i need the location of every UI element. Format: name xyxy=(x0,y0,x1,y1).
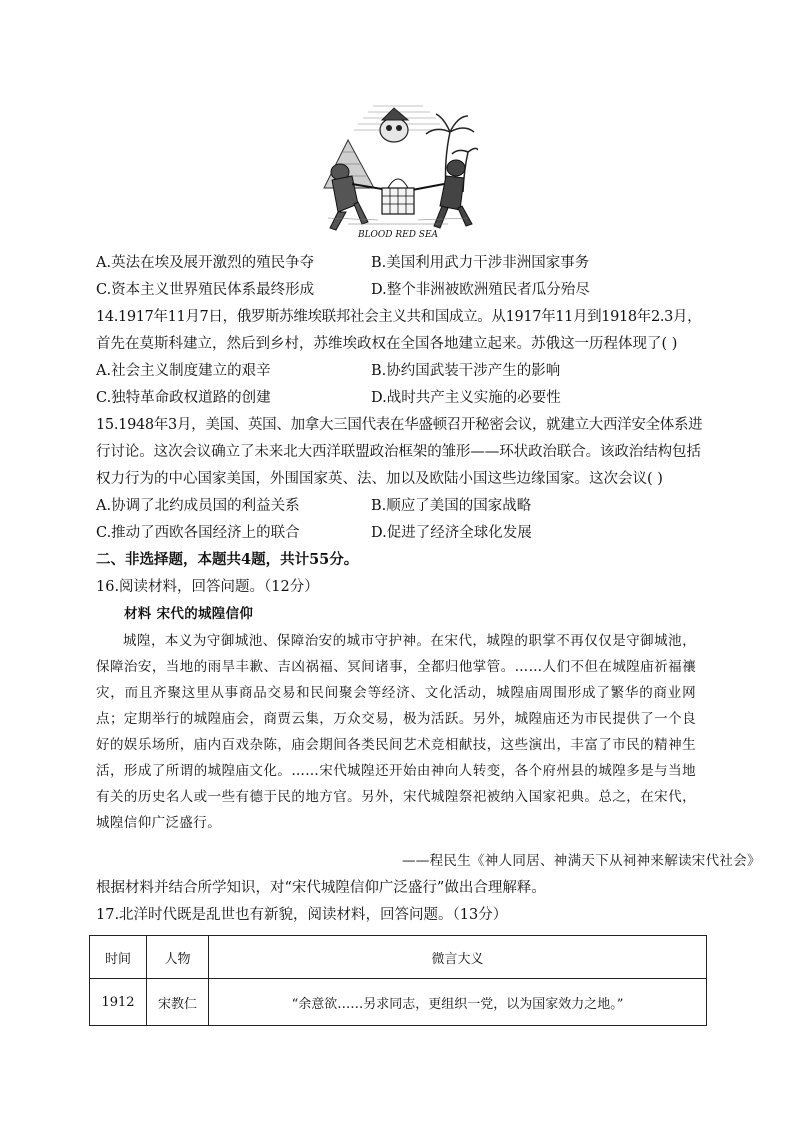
q14-option-b: B.协约国武装干涉产生的影响 xyxy=(371,363,561,379)
political-cartoon-image xyxy=(318,100,478,242)
q13-option-c: C.资本主义世界殖民体系最终形成 xyxy=(96,282,315,298)
q15-option-a: A.协调了北约成员国的利益关系 xyxy=(96,498,300,514)
table-header-time: 时间 xyxy=(90,936,147,979)
q17-table xyxy=(89,935,707,1026)
q16-material-title: 材料 宋代的城隍信仰 xyxy=(124,606,254,622)
q14-option-c: C.独特革命政权道路的创建 xyxy=(96,390,271,406)
table-row xyxy=(90,979,707,1026)
q15-stem-line2: 行讨论。这次会议确立了未来北大西洋联盟政治框架的雏形——环状政治联合。该政治结构包括 xyxy=(96,444,701,460)
section-heading: 二、非选择题，本题共4题，共计55分。 xyxy=(96,551,359,568)
q16-question: 根据材料并结合所学知识，对“宋代城隍信仰广泛盛行”做出合理解释。 xyxy=(96,880,546,896)
q13-option-d: D.整个非洲被欧洲殖民者瓜分殆尽 xyxy=(371,282,590,298)
cartoon-caption: BLOOD RED SEA xyxy=(357,230,439,240)
q15-option-b: B.顺应了美国的国家战略 xyxy=(371,498,532,514)
q14-stem-line2: 首先在莫斯科建立，然后到乡村，苏维埃政权在全国各地建立起来。苏俄这一历程体现了( ) xyxy=(96,336,678,352)
q14-stem-line1: 14.1917年11月7日，俄罗斯苏维埃联邦社会主义共和国成立。从1917年11月到1918年2.3月， xyxy=(96,309,702,325)
table-cell-person: 宋教仁 xyxy=(147,979,209,1026)
q16-material-text: 城隍，本义为守御城池、保障治安的城市守护神。在宋代，城隍的职掌不再仅仅是守御城池，保障治安，当地的雨旱丰歉、吉凶祸福、冥间诸事，全都归他掌管。……人们不但在城隍庙祈福禳灾，而且齐聚这里从事商品交易和民间聚会等经济、文化活动，城隍庙周围形成了繁华的商业网点；定期举行的城隍庙会，商贾云集，万众交易，极为活跃。另外，城隍庙还为市民提供了一个良好的娱乐场所，庙内百戏杂陈，庙会期间各类民间艺术竞相献技，这些演出，丰富了市民的精神生活，形成了所谓的城隍庙文化。……宋代城隍还开始由神向人转变，各个府州县的城隍多是与当地有关的历史名人或一些有德于民的地方官。另外，宋代城隍祭祀被纳入国家祀典。总之，在宋代，城隍信仰广泛盛行。 xyxy=(96,633,696,831)
q14-option-a: A.社会主义制度建立的艰辛 xyxy=(96,363,271,379)
table-cell-time: 1912 xyxy=(90,979,147,1026)
q15-stem-line3: 权力行为的中心国家美国，外围国家英、法、加以及欧陆小国这些边缘国家。这次会议( ) xyxy=(96,471,663,487)
q17-stem: 17.北洋时代既是乱世也有新貌，阅读材料，回答问题。（13分） xyxy=(96,907,508,923)
q16-material-source: ——程民生《神人同居、神满天下从祠神来解读宋代社会》 xyxy=(402,853,761,869)
q14-option-d: D.战时共产主义实施的必要性 xyxy=(371,390,561,406)
q13-option-b: B.美国利用武力干涉非洲国家事务 xyxy=(371,255,590,271)
q15-option-c: C.推动了西欧各国经济上的联合 xyxy=(96,525,300,541)
table-cell-quote: “余意欲……另求同志，更组织一党，以为国家效力之地。” xyxy=(209,979,707,1026)
q15-option-d: D.促进了经济全球化发展 xyxy=(371,525,532,541)
q13-option-a: A.英法在埃及展开激烈的殖民争夺 xyxy=(96,255,315,271)
table-header-person: 人物 xyxy=(147,936,209,979)
q16-stem: 16.阅读材料，回答问题。（12分） xyxy=(96,579,319,595)
table-header-row xyxy=(90,936,707,979)
table-header-meaning: 微言大义 xyxy=(209,936,707,979)
q15-stem-line1: 15.1948年3月，美国、英国、加拿大三国代表在华盛顿召开秘密会议，就建立大西洋安全体系进 xyxy=(96,417,703,433)
